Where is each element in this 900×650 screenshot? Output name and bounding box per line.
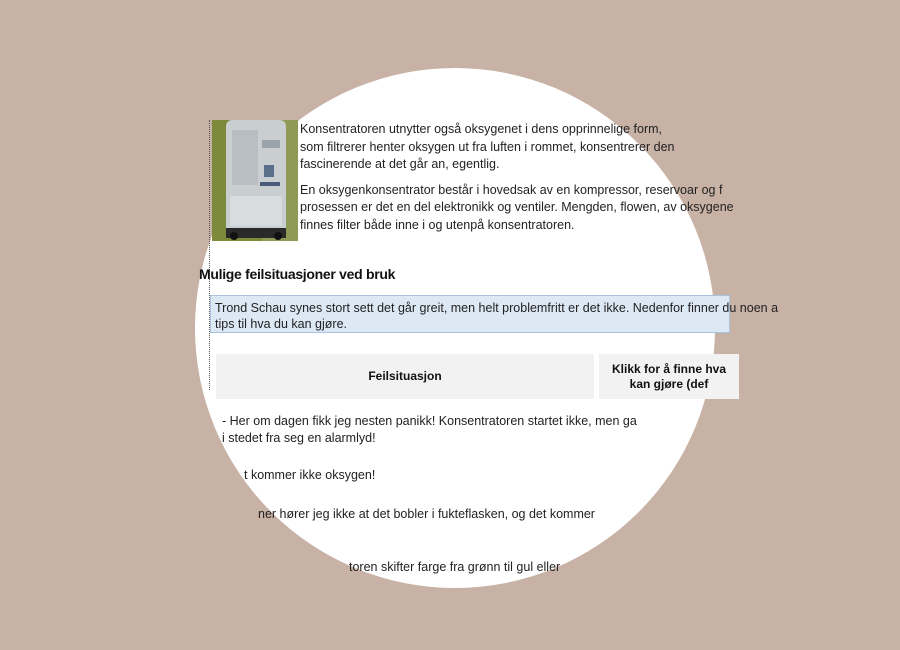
column-header-situation: Feilsituasjon <box>216 354 594 399</box>
intro-paragraph-2 <box>300 182 734 235</box>
header-line: Klikk for å finne hva <box>611 362 727 376</box>
text-line: Konsentratoren utnytter også oksygenet i dens opprinnelige form, <box>300 122 663 136</box>
row-text: t kommer ikke oksygen! <box>244 468 376 482</box>
section-heading: Mulige feilsituasjoner ved bruk <box>199 266 396 282</box>
notice-box <box>210 295 779 333</box>
header-line: kan gjøre (def <box>629 377 709 391</box>
text-line: som filtrerer henter oksygen ut fra luften i rommet, konsentrerer den <box>300 139 675 154</box>
row-text: toren skifter farge fra grønn til gul eller <box>349 560 561 574</box>
table-row[interactable] <box>244 467 624 484</box>
table-row[interactable] <box>349 559 729 576</box>
text-line: finnes filter både inne i og utenpå konsentratoren. <box>300 217 575 232</box>
magnifier-lens <box>195 68 779 588</box>
text-line: En oksygenkonsentrator består i hovedsak av en kompressor, reservoar og f <box>300 182 723 197</box>
table-row[interactable] <box>222 413 637 446</box>
dotted-divider <box>209 120 210 390</box>
notice-line: tips til hva du kan gjøre. <box>215 317 348 331</box>
intro-paragraph-1 <box>300 121 720 174</box>
table-row[interactable] <box>258 506 638 523</box>
notice-line: Trond Schau synes stort sett det går greit, men helt problemfritt er det ikke. Nedenfor finner du noen a <box>215 301 779 315</box>
row-text: ner hører jeg ikke at det bobler i fukteflasken, og det kommer <box>258 507 595 521</box>
row-text: i stedet fra seg en alarmlyd! <box>222 430 376 445</box>
text-line: prosessen er det en del elektronikk og ventiler. Mengden, flowen, av oksygene <box>300 200 734 214</box>
oxygen-concentrator-image <box>212 120 298 241</box>
column-header-action <box>599 354 739 399</box>
row-text: - Her om dagen fikk jeg nesten panikk! Konsentratoren startet ikke, men ga <box>222 414 637 428</box>
intro-text <box>300 121 734 242</box>
text-line: fascinerende at det går an, egentlig. <box>300 157 500 171</box>
